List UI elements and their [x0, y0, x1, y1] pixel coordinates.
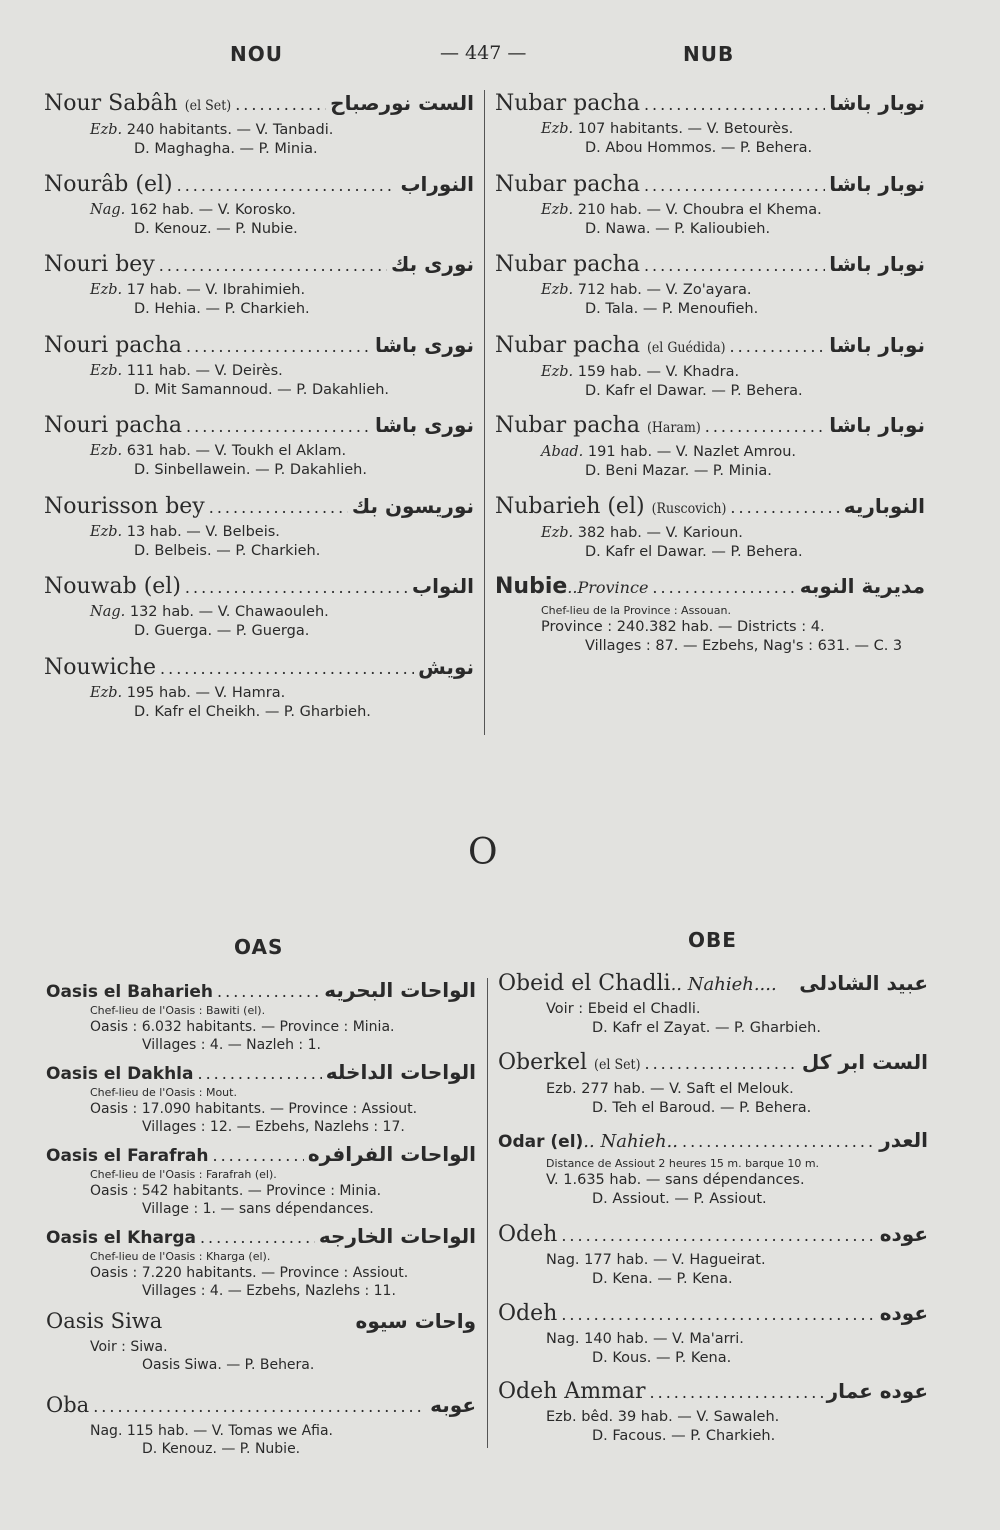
- entry-detail-1: Ezb. 159 hab. — V. Khadra.: [541, 363, 740, 380]
- entry: [46, 1142, 476, 1224]
- entry-name: Nour Sabâh: [44, 91, 178, 116]
- column-divider-top: [484, 90, 485, 735]
- entry: [44, 491, 474, 572]
- entry-kind: .. Nahieh..: [583, 1131, 678, 1152]
- entry-detail-2: Villages : 12. — Ezbehs, Nazlehs : 17.: [142, 1119, 405, 1135]
- entry: [498, 1219, 928, 1298]
- leader-dots: [217, 980, 320, 1004]
- entry-name: Oasis el Kharga: [46, 1228, 196, 1248]
- entry: [46, 1060, 476, 1142]
- entry-name: Oasis el Baharieh: [46, 982, 214, 1002]
- entry-detail-1: Nag. 132 hab. — V. Chawaouleh.: [90, 604, 329, 620]
- arabic-name: نويش: [418, 654, 474, 679]
- entry-name: Odar (el): [498, 1132, 584, 1152]
- chef-lieu: Chef-lieu de l'Oasis : Mout.: [90, 1086, 237, 1099]
- entry-name: Nubar pacha: [495, 252, 640, 277]
- entry-name: Nubar pacha: [495, 171, 640, 197]
- entry-detail-1: Nag. 162 hab. — V. Korosko.: [90, 201, 296, 218]
- entry-name: Oasis el Dakhla: [46, 1064, 194, 1084]
- leader-dots: [644, 90, 825, 120]
- entry-name: Oasis Siwa: [46, 1309, 163, 1333]
- arabic-name: الواحات الخارجه: [318, 1224, 476, 1248]
- entry-detail-1: Ezb. 631 hab. — V. Toukh el Aklam.: [90, 443, 347, 459]
- entry: [44, 169, 474, 250]
- leader-dots: [160, 654, 414, 684]
- entry: [495, 88, 925, 169]
- arabic-name: عوبه: [430, 1393, 476, 1417]
- entry-detail-1: V. 1.635 hab. — sans dépendances.: [546, 1172, 805, 1188]
- leader-dots: [197, 1062, 321, 1086]
- entry-name: Obeid el Chadli: [498, 971, 671, 996]
- entry: [498, 1125, 928, 1219]
- arabic-name: الست ابر كل: [801, 1049, 928, 1074]
- arabic-name: نوری بك: [391, 252, 474, 276]
- leader-dots: [682, 1127, 875, 1157]
- entry-detail-2: D. Kafr el Dawar. — P. Behera.: [585, 382, 803, 399]
- entry-detail-2: D. Sinbellawein. — P. Dakahlieh.: [134, 462, 367, 478]
- entry-detail-2: D. Kafr el Zayat. — P. Gharbieh.: [592, 1020, 821, 1036]
- entry-detail-1: Oasis : 542 habitants. — Province : Minia.: [90, 1183, 382, 1199]
- sub-header-left: OAS: [234, 935, 284, 959]
- leader-dots: [730, 493, 839, 523]
- entry: [495, 249, 925, 330]
- arabic-name: نوبار باشا: [829, 332, 925, 357]
- leader-dots: [705, 412, 826, 442]
- entry-detail-2: D. Assiout. — P. Assiout.: [592, 1191, 767, 1207]
- entry: [44, 571, 474, 652]
- entry: [495, 169, 925, 250]
- entry: [44, 410, 474, 491]
- entry-name: Nouwab (el): [44, 574, 181, 599]
- entry-kind: .. Nahieh....: [670, 974, 777, 995]
- chef-lieu: Chef-lieu de l'Oasis : Kharga (el).: [90, 1250, 271, 1263]
- arabic-name: واحات سيوه: [355, 1309, 476, 1333]
- entry: [495, 330, 925, 411]
- entry: [44, 330, 474, 411]
- arabic-name: النواب: [411, 574, 474, 598]
- entry-detail-1: Oasis : 6.032 habitants. — Province : Minia.: [90, 1019, 395, 1035]
- entry-detail-2: D. Kafr el Cheikh. — P. Gharbieh.: [134, 703, 371, 720]
- entry-name: Oba: [46, 1393, 90, 1417]
- arabic-name: الواحات الفرافره: [307, 1142, 476, 1166]
- arabic-name: النوراب: [400, 171, 474, 196]
- header-left-word: NOU: [230, 42, 283, 66]
- entry-detail-1: Province : 240.382 hab. — Districts : 4.: [541, 619, 825, 635]
- entry: [44, 88, 474, 169]
- entry-detail-2: Village : 1. — sans dépendances.: [142, 1201, 374, 1217]
- distance-note: Distance de Assiout 2 heures 15 m. barque 10 m.: [546, 1157, 820, 1170]
- leader-dots: [650, 1378, 823, 1408]
- entry-qualifier: (Haram): [646, 420, 701, 436]
- entry-name: Odeh Ammar: [498, 1379, 646, 1404]
- column-top-left: [44, 88, 474, 732]
- entry-detail-2: Villages : 4. — Ezbehs, Nazlehs : 11.: [142, 1283, 396, 1299]
- entry-detail-1: Nag. 140 hab. — V. Ma'arri.: [546, 1330, 744, 1347]
- column-top-right: [495, 88, 925, 652]
- arabic-name: النوباريه: [843, 493, 925, 518]
- leader-dots: [645, 1049, 798, 1079]
- entry-detail-1: Ezb. 277 hab. — V. Saft el Melouk.: [546, 1080, 794, 1097]
- arabic-name: الست نورصباح: [330, 91, 474, 115]
- entry-detail-2: D. Kafr el Dawar. — P. Behera.: [585, 543, 803, 560]
- entry-kind: ..Province: [567, 578, 649, 597]
- entry-name: Nouri pacha: [44, 332, 183, 358]
- entry-detail-1: Oasis : 7.220 habitants. — Province : Assiout.: [90, 1265, 409, 1281]
- entry-name: Nubar pacha: [495, 91, 640, 116]
- arabic-name: عوده: [879, 1300, 928, 1325]
- leader-dots: [177, 171, 397, 201]
- entry-detail-1: Ezb. 107 habitants. — V. Betourès.: [541, 121, 794, 137]
- entry: [498, 1047, 928, 1126]
- entry: [498, 968, 928, 1047]
- entry-name: Nubie: [495, 574, 568, 599]
- entry: [495, 491, 925, 572]
- arabic-name: العدر: [879, 1128, 928, 1152]
- entry-detail-1: Ezb. 17 hab. — V. Ibrahimieh.: [90, 282, 306, 298]
- entry-detail-1: Ezb. 240 habitants. — V. Tanbadi.: [90, 122, 334, 138]
- header-right-word: NUB: [683, 42, 735, 66]
- entry: [44, 249, 474, 330]
- entry-detail-1: Voir : Siwa.: [90, 1339, 168, 1355]
- arabic-name: عوده: [879, 1222, 928, 1246]
- entry-detail-2: D. Nawa. — P. Kalioubieh.: [585, 220, 771, 237]
- entry-detail-2: D. Kenouz. — P. Nubie.: [142, 1441, 301, 1457]
- leader-dots: [200, 1226, 315, 1250]
- entry-name: Nouri bey: [44, 252, 155, 277]
- arabic-name: نوبار باشا: [829, 413, 925, 437]
- arabic-name: عوده عمار: [826, 1379, 928, 1403]
- entry-qualifier: (el Set): [184, 98, 232, 114]
- entry-nubie: [495, 571, 925, 652]
- entry-name: Nouwiche: [44, 654, 157, 680]
- entry-detail-1: Nag. 115 hab. — V. Tomas we Afia.: [90, 1423, 334, 1439]
- entry-detail-2: D. Hehia. — P. Charkieh.: [134, 301, 310, 317]
- entry-detail-2: D. Guerga. — P. Guerga.: [134, 623, 310, 639]
- arabic-name: نوبار باشا: [829, 252, 925, 276]
- entry-detail-1: Ezb. 111 hab. — V. Deirès.: [90, 362, 283, 379]
- page-number: — 447 —: [440, 42, 527, 64]
- entry: [498, 1298, 928, 1377]
- leader-dots: [93, 1392, 426, 1422]
- entry: [46, 1306, 476, 1390]
- entry-name: Nubar pacha: [495, 413, 640, 438]
- entry: [498, 1376, 928, 1455]
- entry-name: Nourisson bey: [44, 493, 205, 519]
- leader-dots: [159, 251, 387, 281]
- entry-detail-1: Ezb. 195 hab. — V. Hamra.: [90, 684, 286, 701]
- section-letter: O: [468, 832, 498, 873]
- entry: [46, 978, 476, 1060]
- leader-dots: [730, 332, 826, 362]
- leader-dots: [561, 1221, 875, 1251]
- entry-name: Nouri pacha: [44, 413, 183, 438]
- leader-dots: [235, 90, 326, 120]
- entry-detail-2: D. Kena. — P. Kena.: [592, 1271, 733, 1287]
- entry-qualifier: (el Guédida): [646, 339, 726, 356]
- entry-detail-1: Ezb. bêd. 39 hab. — V. Sawaleh.: [546, 1409, 780, 1425]
- entry-detail-2: D. Facous. — P. Charkieh.: [592, 1428, 776, 1444]
- entry-detail-2: D. Belbeis. — P. Charkieh.: [134, 542, 321, 559]
- arabic-name: عبيد الشادلی: [799, 971, 928, 995]
- entry-detail-2: D. Kenouz. — P. Nubie.: [134, 220, 298, 237]
- arabic-name: نوری باشا: [374, 332, 474, 357]
- arabic-name: نوبار باشا: [829, 91, 925, 115]
- entry-detail-2: D. Tala. — P. Menoufieh.: [585, 301, 759, 317]
- entry-name: Nourâb (el): [44, 171, 173, 197]
- entry-qualifier: (el Set): [594, 1056, 641, 1073]
- entry-name: Oasis el Farafrah: [46, 1146, 209, 1166]
- entry-qualifier: (Ruscovich): [651, 500, 727, 517]
- entry-detail-2: Oasis Siwa. — P. Behera.: [142, 1357, 315, 1373]
- entry-name: Odeh: [498, 1222, 558, 1247]
- leader-dots: [644, 251, 825, 281]
- entry-detail-2: D. Mit Samannoud. — P. Dakahlieh.: [134, 381, 390, 398]
- arabic-name: نوری باشا: [374, 413, 474, 437]
- entry-detail-1: Abad. 191 hab. — V. Nazlet Amrou.: [541, 444, 797, 460]
- entry-name: Odeh: [498, 1300, 558, 1326]
- entry-detail-2: Villages : 87. — Ezbehs, Nag's : 631. — C. 3: [585, 638, 903, 654]
- entry: [46, 1390, 476, 1472]
- entry-detail-1: Oasis : 17.090 habitants. — Province : Assiout.: [90, 1101, 418, 1117]
- entry-detail-2: D. Teh el Baroud. — P. Behera.: [592, 1099, 812, 1116]
- entry: [495, 410, 925, 491]
- entry-detail-1: Ezb. 210 hab. — V. Choubra el Khema.: [541, 201, 822, 218]
- entry-detail-1: Nag. 177 hab. — V. Hagueirat.: [546, 1252, 766, 1268]
- entry-detail-2: Villages : 4. — Nazleh : 1.: [142, 1037, 321, 1053]
- leader-dots: [644, 171, 825, 201]
- entry-detail-2: D. Beni Mazar. — P. Minia.: [585, 463, 772, 479]
- arabic-name: مديرية النوبه: [799, 574, 925, 598]
- column-bottom-left: [46, 978, 476, 1472]
- column-bottom-right: [498, 968, 928, 1455]
- entry: [44, 652, 474, 733]
- chef-lieu: Chef-lieu de l'Oasis : Bawiti (el).: [90, 1004, 266, 1017]
- entry-detail-1: Ezb. 712 hab. — V. Zo'ayara.: [541, 282, 752, 298]
- chef-lieu: Chef-lieu de la Province : Assouan.: [541, 604, 731, 617]
- arabic-name: نوبار باشا: [829, 171, 925, 196]
- leader-dots: [212, 1144, 303, 1168]
- leader-dots: [652, 573, 795, 603]
- entry-detail-2: D. Maghagha. — P. Minia.: [134, 141, 318, 157]
- entry-name: Oberkel: [498, 1049, 588, 1075]
- arabic-name: الواحات البحريه: [324, 978, 476, 1002]
- entry-detail-2: D. Kous. — P. Kena.: [592, 1349, 732, 1366]
- entry-detail-2: D. Abou Hommos. — P. Behera.: [585, 140, 813, 156]
- column-divider-bottom: [487, 978, 488, 1448]
- leader-dots: [186, 412, 371, 442]
- leader-dots: [209, 493, 348, 523]
- entry-detail-1: Ezb. 13 hab. — V. Belbeis.: [90, 523, 280, 540]
- chef-lieu: Chef-lieu de l'Oasis : Farafrah (el).: [90, 1168, 277, 1181]
- sub-header-right: OBE: [688, 928, 737, 952]
- leader-dots: [561, 1300, 875, 1330]
- entry-detail-1: Ezb. 382 hab. — V. Karioun.: [541, 524, 743, 541]
- arabic-name: الواحات الداخله: [325, 1060, 476, 1084]
- arabic-name: نوريسون بك: [351, 493, 474, 518]
- leader-dots: [186, 332, 371, 362]
- leader-dots: [185, 573, 408, 603]
- entry-name: Nubar pacha: [495, 332, 640, 358]
- entry-name: Nubarieh (el): [495, 493, 645, 519]
- entry-detail-1: Voir : Ebeid el Chadli.: [546, 1001, 701, 1017]
- entry: [46, 1224, 476, 1306]
